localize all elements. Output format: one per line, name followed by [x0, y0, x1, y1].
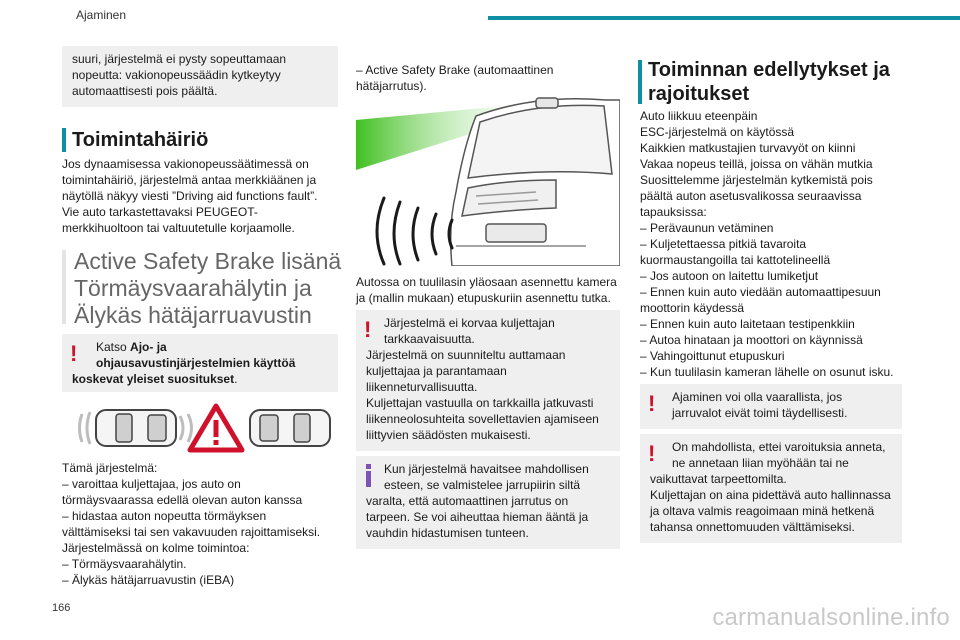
section-title-conditions	[648, 58, 890, 106]
text-line: Suosittelemme järjestelmän kytkemistä pois	[640, 173, 873, 187]
text-line: – hidastaa auton nopeutta törmäyksen	[62, 509, 267, 523]
note-line: tarpeen. Se voi aiheuttaa hieman ääntä ja	[366, 510, 589, 524]
text-line: Vie auto tarkastettavaksi PEUGEOT-	[62, 205, 258, 219]
note-text: .	[234, 372, 238, 386]
text-line: – Kuljetettaessa pitkiä tavaroita	[640, 237, 807, 251]
note-line: vaikuttavat tarpeettomilta.	[650, 472, 787, 486]
note-line: Ajaminen voi olla vaarallista, jos	[672, 390, 843, 404]
text-line: – Ennen kuin auto viedään automaattipesuun	[640, 285, 881, 299]
text-line: – Active Safety Brake (automaattinen	[356, 63, 554, 77]
note-line: Järjestelmä on suunniteltu auttamaan	[366, 348, 566, 362]
warning-exclamation-icon: !	[364, 317, 372, 342]
note-line: esteen, se valmistelee jarrupiirin siltä	[384, 478, 581, 492]
section-accent-bar	[62, 250, 66, 324]
note-line: Järjestelmä ei korvaa kuljettajan	[384, 316, 555, 330]
function-list-end	[356, 62, 622, 94]
text-line: – varoittaa kuljettajaa, jos auto on	[62, 477, 241, 491]
header-accent-bar	[488, 16, 960, 20]
warning-triangle-icon	[190, 406, 242, 450]
text-line: – Jos autoon on laitettu lumiketjut	[640, 269, 819, 283]
warning-note-brake-lights	[640, 384, 902, 429]
van-front	[451, 98, 620, 266]
text-line: toimintahäiriö, järjestelmä antaa merkkiäänen ja	[62, 173, 317, 187]
section-title-malfunction: Toimintahäiriö	[72, 129, 209, 151]
note-bold: Ajo- ja	[130, 340, 167, 354]
text-line: – Ennen kuin auto laitetaan testipenkkiin	[640, 317, 855, 331]
collision-warning-illustration	[76, 400, 332, 456]
text-line: Vakaa nopeus teillä, joissa on vähän mutkia	[640, 157, 873, 171]
text-line: – Autoa hinataan ja moottori on käynnissä	[640, 333, 863, 347]
front-car	[250, 410, 330, 446]
text-line: Autossa on tuulilasin yläosaan asennettu kamera	[356, 275, 617, 289]
note-line: Kuljettajan on aina pidettävä auto hallinnassa	[650, 488, 891, 502]
text-line: tapauksissa:	[640, 205, 707, 219]
text-line: Auto liikkuu eteenpäin	[640, 109, 758, 123]
note-line: jarruvalot eivät toimi täydellisesti.	[672, 406, 848, 420]
text-line: välttämiseksi tai sen vakavuuden rajoittamiseksi.	[62, 525, 321, 539]
section-title-active-safety-brake	[74, 248, 344, 329]
title-line: rajoitukset	[648, 83, 750, 105]
note-line	[82, 339, 328, 355]
radar-waves	[377, 198, 452, 264]
text-line: Jos dynaamisessa vakionopeussäätimessä on	[62, 157, 309, 171]
note-line: ja oltava valmis reagoimaan minä hetkenä	[650, 504, 875, 518]
warning-exclamation-icon: !	[648, 391, 656, 416]
note-line: liikenneolosuhteita sovellettavien ajamiseen	[366, 412, 599, 426]
text-line: ESC-järjestelmä on käytössä	[640, 125, 795, 139]
text-line: – Törmäysvaarahälytin.	[62, 557, 187, 571]
note-line: nopeutta: vakionopeussäädin kytkeytyy	[72, 68, 281, 82]
text-line: – Vahingoittunut etupuskuri	[640, 349, 785, 363]
note-line: vauhdin hidastumisen tunteen.	[366, 526, 529, 540]
note-box-cruise-limit	[62, 46, 338, 107]
text-line: moottorin käydessä	[640, 301, 745, 315]
text-line: kuormaustangoilla tai kattotelineellä	[640, 253, 831, 267]
title-line: Toiminnan edellytykset ja	[648, 59, 890, 81]
text-line: – Perävaunun vetäminen	[640, 221, 774, 235]
text-line: merkkihuoltoon tai valtuutetulle korjaamolle.	[62, 221, 295, 235]
note-line: ne annetaan liian myöhään tai ne	[672, 456, 849, 470]
note-line: Kun järjestelmä havaitsee mahdollisen	[384, 462, 589, 476]
rear-car	[96, 410, 176, 446]
note-line: varalta, että automaattinen jarrutus on	[366, 494, 569, 508]
header-title: Ajaminen	[76, 8, 127, 22]
text-line: ja (mallin mukaan) etupuskuriin asennettu tutka.	[356, 291, 611, 305]
text-line: törmäysvaarassa edellä olevan auton kanssa	[62, 493, 303, 507]
note-bold: ohjausavustinjärjestelmien käyttöä	[96, 356, 296, 370]
note-line: tarkkaavaisuutta.	[384, 332, 475, 346]
text-line: Järjestelmässä on kolme toimintoa:	[62, 541, 250, 555]
warning-note-recommendations	[62, 334, 338, 392]
text-line: – Älykäs hätäjarruavustin (iEBA)	[62, 573, 235, 587]
watermark: carmanualsonline.info	[712, 604, 950, 631]
note-text: Katso	[96, 340, 131, 354]
page-number: 166	[52, 602, 71, 614]
malfunction-text	[62, 156, 340, 236]
note-line: On mahdollista, ettei varoituksia anneta,	[672, 440, 886, 454]
warning-exclamation-icon: !	[648, 441, 656, 466]
note-line: liittyvien säädösten mukaisesti.	[366, 428, 531, 442]
section-accent-bar	[638, 60, 642, 104]
system-description	[62, 460, 340, 588]
note-line: automaattisesti pois päältä.	[72, 84, 218, 98]
text-line: – Kun tuulilasin kameran lähelle on osunut isku.	[640, 365, 894, 379]
info-note-braking-prep	[356, 456, 620, 549]
camera-radar-text	[356, 274, 622, 306]
text-line: Tämä järjestelmä:	[62, 461, 158, 475]
title-line: Törmäysvaarahälytin ja	[74, 275, 312, 301]
windscreen-camera-illustration	[356, 96, 620, 266]
text-line: hätäjarrutus).	[356, 79, 427, 93]
note-line: tahansa onnettomuuden välttämiseksi.	[650, 520, 855, 534]
note-line: suuri, järjestelmä ei pysty sopeuttamaan	[72, 52, 287, 66]
conditions-text	[640, 108, 908, 380]
note-line	[72, 371, 328, 387]
info-icon	[365, 464, 373, 488]
note-line	[82, 355, 328, 371]
note-line: liikenneturvallisuutta.	[366, 380, 478, 394]
note-bold: koskevat yleiset suositukset	[72, 372, 235, 386]
section-accent-bar	[62, 128, 66, 152]
text-line: Kaikkien matkustajien turvavyöt on kiinni	[640, 141, 856, 155]
title-line: Älykäs hätäjarruavustin	[74, 302, 312, 328]
warning-exclamation-icon: !	[70, 341, 78, 366]
note-line: kuljettajaa ja parantamaan	[366, 364, 507, 378]
title-line: Active Safety Brake lisänä	[74, 248, 342, 274]
warning-note-late-warnings	[640, 434, 902, 543]
text-line: päältä auton asetusvalikossa seuraavissa	[640, 189, 862, 203]
note-line: Kuljettajan vastuulla on tarkkailla jatkuvasti	[366, 396, 594, 410]
text-line: näytöllä näkyy viesti ”Driving aid functions fault”.	[62, 189, 318, 203]
warning-note-driver-attention	[356, 310, 620, 451]
